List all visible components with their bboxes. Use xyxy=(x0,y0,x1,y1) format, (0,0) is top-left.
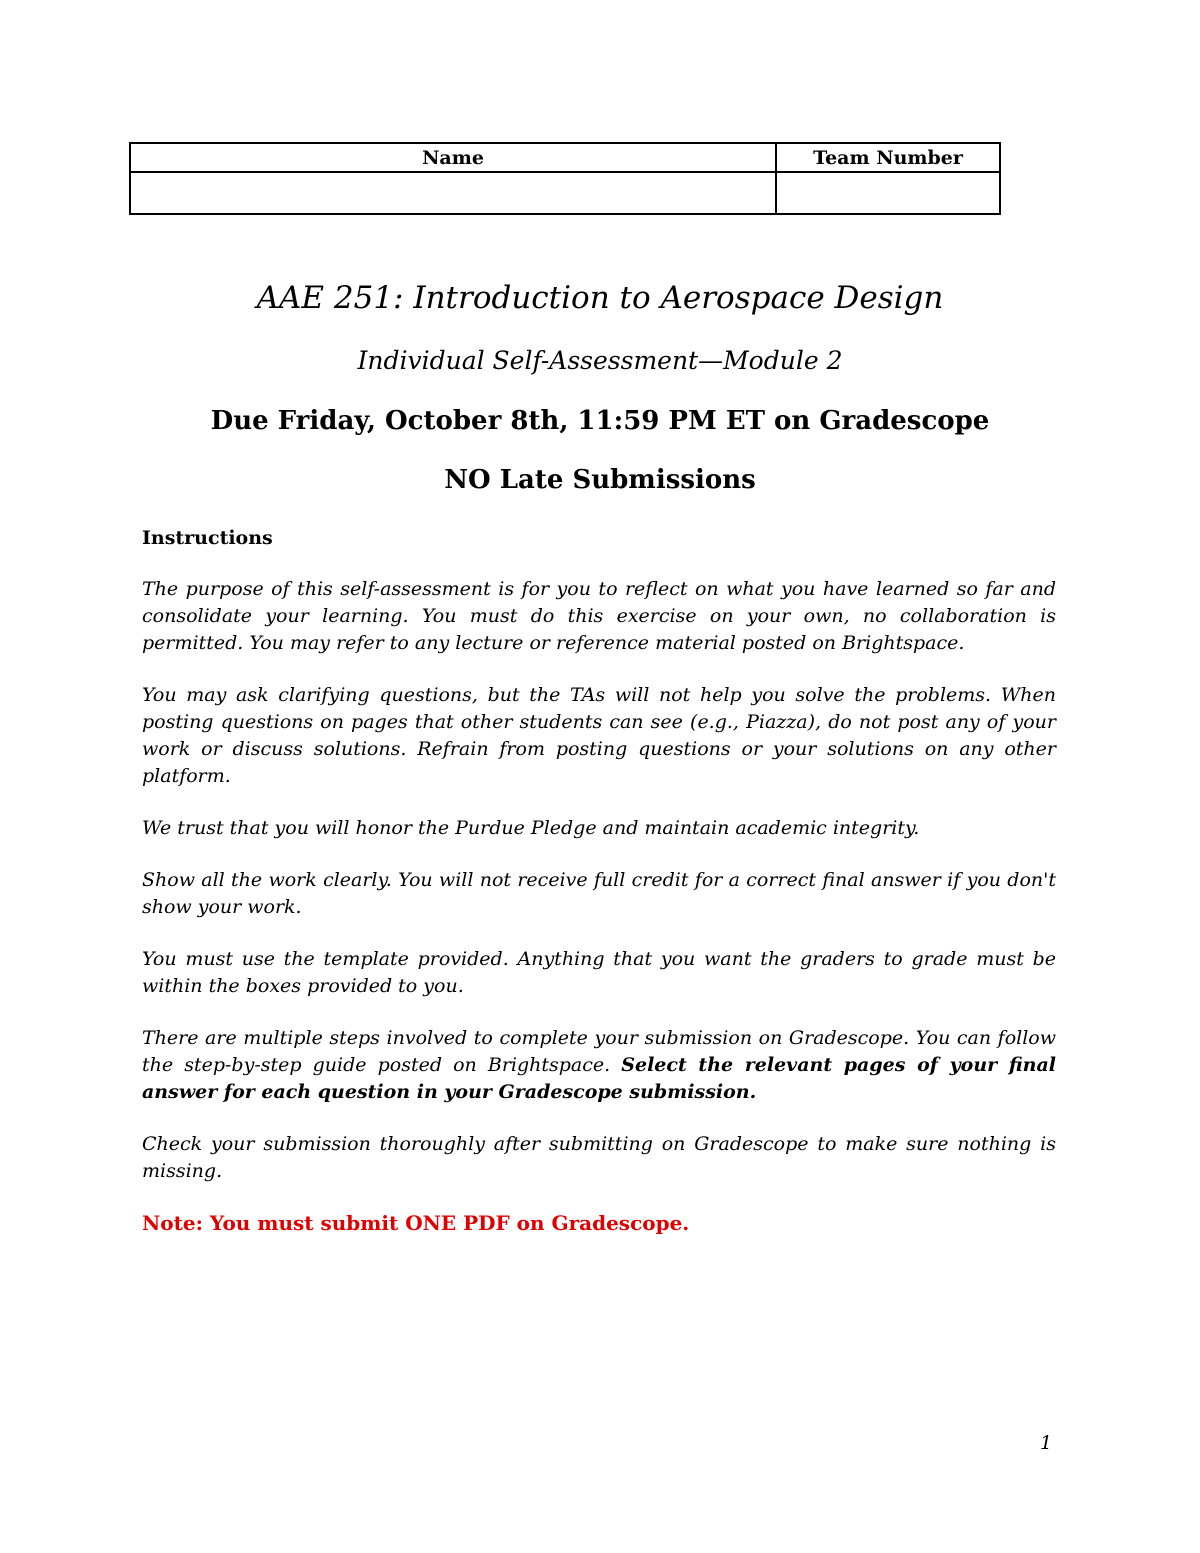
instruction-paragraph-questions: You may ask clarifying questions, but the TAs will not help you solve the problems. When posting questions on pages that other students can see (e.g., Piazza), do not post any of your work or discuss solutions. Refrain from posting questions or your solutions on any other platform. xyxy=(142,684,1056,787)
team-number-column-header: Team Number xyxy=(776,143,1000,172)
table-input-row xyxy=(130,172,1000,214)
table-header-row xyxy=(130,143,1000,172)
assessment-subtitle: Individual Self-Assessment—Module 2 xyxy=(357,346,843,375)
instruction-paragraph-template: You must use the template provided. Anything that you want the graders to grade must be within the boxes provided to you. xyxy=(142,948,1056,997)
page-number: 1 xyxy=(1040,1432,1053,1454)
instructions-body xyxy=(142,576,1056,1237)
submission-note: Note: You must submit ONE PDF on Gradescope. xyxy=(142,1211,690,1235)
name-team-table xyxy=(129,142,1001,215)
course-title: AAE 251: Introduction to Aerospace Design xyxy=(256,280,944,316)
instructions-heading: Instructions xyxy=(142,527,273,549)
team-number-field[interactable] xyxy=(776,172,1000,214)
instruction-paragraph-purpose: The purpose of this self-assessment is for you to reflect on what you have learned so far and consolidate your learning. You must do this exercise on your own, no collaboration is permitted. You may refer to any lecture or reference material posted on Brightspace. xyxy=(142,578,1056,654)
submission-emphasis-text: Select the relevant pages of your final answer for each question in your Gradescope submission. xyxy=(142,1054,1056,1103)
instruction-paragraph-show-work: Show all the work clearly. You will not receive full credit for a correct final answer if you don't show your work. xyxy=(142,869,1056,918)
instruction-paragraph-submission xyxy=(142,1025,1056,1106)
instruction-paragraph-pledge: We trust that you will honor the Purdue Pledge and maintain academic integrity. xyxy=(142,817,920,839)
submission-steps-text: There are multiple steps involved to complete your submission on Gradescope. You can follow the step-by-step guide posted on Brightspace. xyxy=(142,1027,1056,1076)
due-date: Due Friday, October 8th, 11:59 PM ET on Gradescope xyxy=(210,406,990,436)
instruction-paragraph-check: Check your submission thoroughly after submitting on Gradescope to make sure nothing is missing. xyxy=(142,1133,1056,1182)
late-policy: NO Late Submissions xyxy=(444,465,756,495)
name-column-header: Name xyxy=(130,143,776,172)
name-field[interactable] xyxy=(130,172,776,214)
